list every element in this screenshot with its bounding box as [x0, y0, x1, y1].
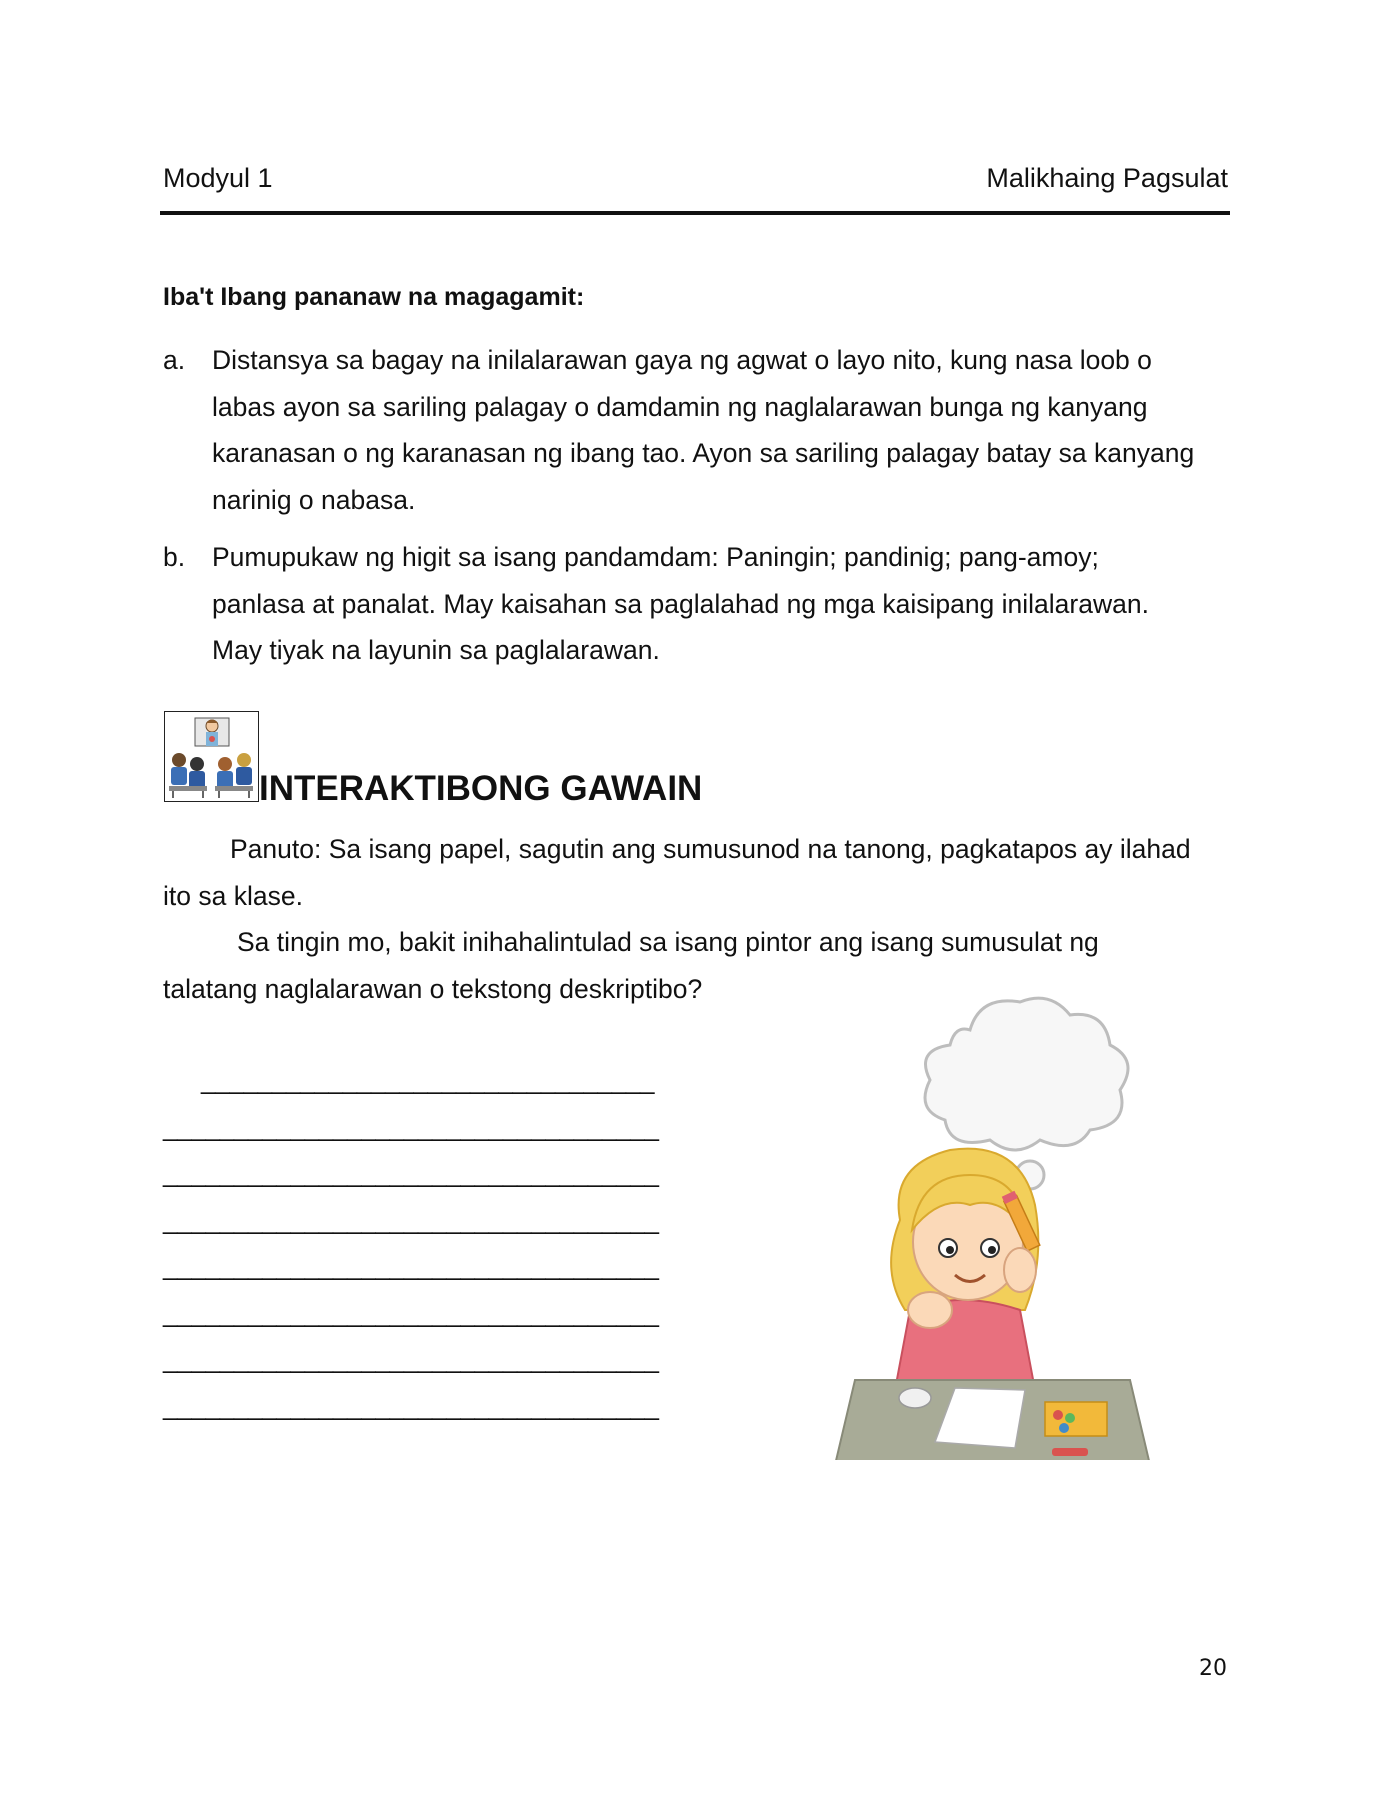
answer-line[interactable]: ___________________________________ [163, 1111, 659, 1142]
list-item [163, 337, 1233, 523]
activity-title: INTERAKTIBONG GAWAIN [259, 769, 703, 808]
instructions [163, 826, 1233, 1012]
header-module: Modyul 1 [163, 163, 273, 193]
instructions-line: Panuto: Sa isang papel, sagutin ang sumusunod na tanong, pagkatapos ay ilahad [230, 834, 1191, 864]
section-title: Iba't Ibang pananaw na magagamit: [163, 283, 585, 311]
answer-line[interactable]: ________________________________ [201, 1065, 655, 1095]
answer-area[interactable] [163, 1057, 659, 1429]
answer-line[interactable]: ___________________________________ [163, 1251, 659, 1281]
answer-line[interactable]: ___________________________________ [163, 1158, 659, 1188]
list-line: Distansya sa bagay na inilalarawan gaya ng agwat o layo nito, kung nasa loob o [212, 345, 1152, 375]
answer-line[interactable]: ___________________________________ [163, 1297, 659, 1328]
question-line: talatang naglalarawan o tekstong deskriptibo? [163, 973, 703, 1004]
classroom-icon [164, 711, 259, 802]
question-line: Sa tingin mo, bakit inihahalintulad sa isang pintor ang isang sumusulat ng [237, 927, 1099, 957]
list-marker: b. [163, 542, 186, 572]
list-line: karanasan o ng karanasan ng ibang tao. Ayon sa sariling palagay batay sa kanyang [212, 438, 1195, 468]
list-line: Pumupukaw ng higit sa isang pandamdam: Paningin; pandinig; pang-amoy; [212, 542, 1099, 572]
list-line: narinig o nabasa. [212, 484, 416, 515]
list-line: panlasa at panalat. May kaisahan sa paglalahad ng mga kaisipang inilalarawan. [212, 588, 1149, 619]
girl-thinking-illustration [820, 990, 1160, 1460]
list-item [163, 534, 1233, 674]
header-subject: Malikhaing Pagsulat [986, 163, 1228, 193]
list-marker: a. [163, 345, 186, 375]
list-line: labas ayon sa sariling palagay o damdamin ng naglalarawan bunga ng kanyang [212, 391, 1148, 422]
list-line: May tiyak na layunin sa paglalarawan. [212, 635, 660, 665]
answer-line[interactable]: ___________________________________ [163, 1390, 659, 1421]
answer-line[interactable]: ___________________________________ [163, 1344, 659, 1374]
perspective-list [163, 337, 1233, 685]
header-divider [160, 211, 1230, 215]
instructions-line: ito sa klase. [163, 880, 303, 911]
answer-line[interactable]: ___________________________________ [163, 1204, 659, 1235]
page-number: 20 [1199, 1656, 1227, 1681]
